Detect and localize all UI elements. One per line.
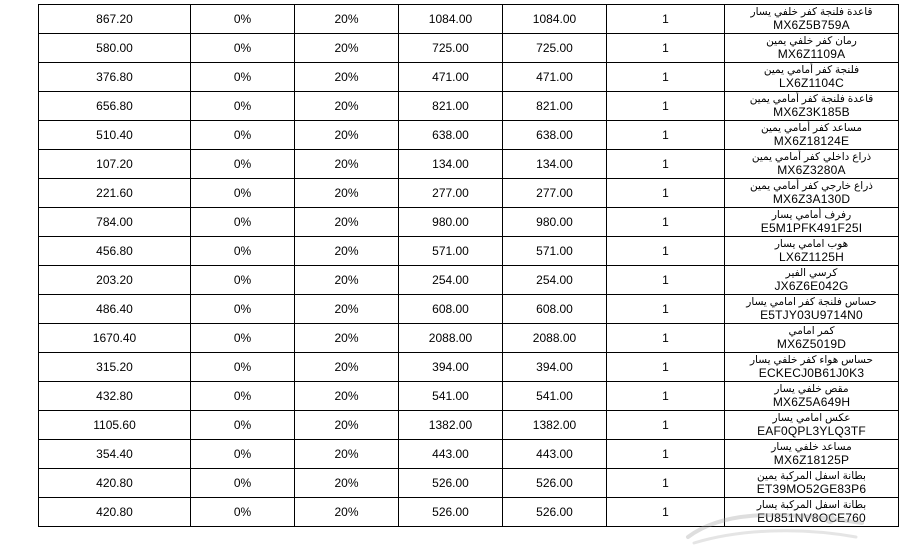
vat-rate-cell: 20% [295, 440, 399, 469]
vat-rate-cell: 20% [295, 237, 399, 266]
line-total-cell: 354.40 [39, 440, 191, 469]
part-description-cell [725, 150, 899, 179]
part-description-cell [725, 295, 899, 324]
line-total-cell: 221.60 [39, 179, 191, 208]
discount-cell: 0% [191, 63, 295, 92]
unit-price-cell: 821.00 [399, 92, 503, 121]
quantity-cell: 1 [607, 295, 725, 324]
price-cell: 526.00 [503, 498, 607, 527]
discount-cell: 0% [191, 324, 295, 353]
discount-cell: 0% [191, 498, 295, 527]
part-name-arabic: رمان كفر خلفي يمين [766, 35, 857, 47]
vat-rate-cell: 20% [295, 179, 399, 208]
part-name-arabic: حساس هواء كفر خلفي يسار [749, 354, 874, 366]
part-description-cell [725, 121, 899, 150]
vat-rate-cell: 20% [295, 498, 399, 527]
part-number: MX6Z3K185B [773, 105, 850, 119]
price-cell: 1084.00 [503, 5, 607, 34]
parts-table [38, 4, 899, 527]
quantity-cell: 1 [607, 469, 725, 498]
price-cell: 980.00 [503, 208, 607, 237]
quantity-cell: 1 [607, 498, 725, 527]
discount-cell: 0% [191, 150, 295, 179]
table-row [39, 324, 899, 353]
quantity-cell: 1 [607, 353, 725, 382]
line-total-cell: 656.80 [39, 92, 191, 121]
price-cell: 571.00 [503, 237, 607, 266]
quantity-cell: 1 [607, 34, 725, 63]
part-number: ECKECJ0B61J0K3 [758, 366, 865, 380]
quantity-cell: 1 [607, 237, 725, 266]
line-total-cell: 420.80 [39, 469, 191, 498]
part-description-cell [725, 411, 899, 440]
line-total-cell: 420.80 [39, 498, 191, 527]
discount-cell: 0% [191, 411, 295, 440]
parts-table-body [39, 5, 899, 527]
quantity-cell: 1 [607, 440, 725, 469]
unit-price-cell: 471.00 [399, 63, 503, 92]
line-total-cell: 315.20 [39, 353, 191, 382]
line-total-cell: 867.20 [39, 5, 191, 34]
discount-cell: 0% [191, 237, 295, 266]
line-total-cell: 107.20 [39, 150, 191, 179]
quantity-cell: 1 [607, 150, 725, 179]
table-row [39, 179, 899, 208]
table-row [39, 5, 899, 34]
table-row [39, 121, 899, 150]
quantity-cell: 1 [607, 179, 725, 208]
line-total-cell: 580.00 [39, 34, 191, 63]
discount-cell: 0% [191, 266, 295, 295]
price-cell: 638.00 [503, 121, 607, 150]
price-cell: 254.00 [503, 266, 607, 295]
price-cell: 443.00 [503, 440, 607, 469]
part-number: MX6Z18124E [773, 134, 850, 148]
part-description-cell [725, 266, 899, 295]
part-name-arabic: عكس امامي يسار [772, 412, 851, 424]
table-row [39, 34, 899, 63]
unit-price-cell: 638.00 [399, 121, 503, 150]
part-name-arabic: حساس فلنجة كفر امامي يسار [746, 296, 877, 308]
part-description-cell [725, 63, 899, 92]
quantity-cell: 1 [607, 411, 725, 440]
price-cell: 1382.00 [503, 411, 607, 440]
price-cell: 526.00 [503, 469, 607, 498]
quantity-cell: 1 [607, 92, 725, 121]
price-cell: 608.00 [503, 295, 607, 324]
part-number: MX6Z5A649H [772, 395, 851, 409]
part-description-cell [725, 498, 899, 527]
discount-cell: 0% [191, 440, 295, 469]
part-description-cell [725, 237, 899, 266]
table-row [39, 92, 899, 121]
vat-rate-cell: 20% [295, 34, 399, 63]
line-total-cell: 203.20 [39, 266, 191, 295]
part-description-cell [725, 440, 899, 469]
discount-cell: 0% [191, 34, 295, 63]
unit-price-cell: 608.00 [399, 295, 503, 324]
unit-price-cell: 1382.00 [399, 411, 503, 440]
part-number: MX6Z3A130D [772, 192, 851, 206]
part-name-arabic: رفرف أمامي يسار [771, 209, 852, 221]
discount-cell: 0% [191, 92, 295, 121]
price-cell: 821.00 [503, 92, 607, 121]
discount-cell: 0% [191, 5, 295, 34]
part-name-arabic: مساعد كفر أمامي يمين [760, 122, 863, 134]
quantity-cell: 1 [607, 208, 725, 237]
part-number: MX6Z3280A [777, 163, 846, 177]
table-row [39, 440, 899, 469]
quantity-cell: 1 [607, 5, 725, 34]
vat-rate-cell: 20% [295, 92, 399, 121]
part-name-arabic: ذراع خارجي كفر أمامي يمين [750, 180, 873, 192]
table-row [39, 208, 899, 237]
part-description-cell [725, 353, 899, 382]
table-row [39, 353, 899, 382]
part-name-arabic: كمر امامي [788, 325, 835, 337]
price-cell: 394.00 [503, 353, 607, 382]
price-cell: 2088.00 [503, 324, 607, 353]
price-cell: 134.00 [503, 150, 607, 179]
table-row [39, 150, 899, 179]
discount-cell: 0% [191, 121, 295, 150]
table-row [39, 382, 899, 411]
part-number: MX6Z18125P [773, 453, 850, 467]
part-number: JX6Z6E042G [774, 279, 849, 293]
quantity-cell: 1 [607, 266, 725, 295]
part-description-cell [725, 382, 899, 411]
vat-rate-cell: 20% [295, 411, 399, 440]
table-row [39, 237, 899, 266]
vat-rate-cell: 20% [295, 5, 399, 34]
discount-cell: 0% [191, 208, 295, 237]
vat-rate-cell: 20% [295, 121, 399, 150]
price-cell: 471.00 [503, 63, 607, 92]
part-name-arabic: قاعدة فلنجة كفر أمامي يمين [749, 93, 874, 105]
part-number: EU851NV8OCE760 [757, 511, 866, 525]
part-description-cell [725, 92, 899, 121]
discount-cell: 0% [191, 179, 295, 208]
quantity-cell: 1 [607, 63, 725, 92]
vat-rate-cell: 20% [295, 208, 399, 237]
part-name-arabic: كرسي الفير [785, 267, 838, 279]
unit-price-cell: 394.00 [399, 353, 503, 382]
vat-rate-cell: 20% [295, 295, 399, 324]
part-number: E5M1PFK491F25I [760, 221, 863, 235]
vat-rate-cell: 20% [295, 266, 399, 295]
part-number: ET39MO52GE83P6 [756, 482, 867, 496]
vat-rate-cell: 20% [295, 382, 399, 411]
part-number: LX6Z1125H [779, 250, 844, 264]
discount-cell: 0% [191, 295, 295, 324]
table-row [39, 295, 899, 324]
vat-rate-cell: 20% [295, 63, 399, 92]
line-total-cell: 432.80 [39, 382, 191, 411]
line-total-cell: 376.80 [39, 63, 191, 92]
table-row [39, 498, 899, 527]
part-name-arabic: مساعد خلفي يسار [771, 441, 852, 453]
line-total-cell: 456.80 [39, 237, 191, 266]
part-name-arabic: بطانة اسفل المركبة يسار [756, 499, 867, 511]
line-total-cell: 1670.40 [39, 324, 191, 353]
unit-price-cell: 526.00 [399, 469, 503, 498]
vat-rate-cell: 20% [295, 150, 399, 179]
unit-price-cell: 277.00 [399, 179, 503, 208]
part-number: E5TJY03U9714N0 [760, 308, 863, 322]
part-number: LX6Z1104C [779, 76, 844, 90]
line-total-cell: 510.40 [39, 121, 191, 150]
discount-cell: 0% [191, 469, 295, 498]
unit-price-cell: 2088.00 [399, 324, 503, 353]
table-row [39, 63, 899, 92]
quantity-cell: 1 [607, 121, 725, 150]
unit-price-cell: 443.00 [399, 440, 503, 469]
part-description-cell [725, 469, 899, 498]
part-name-arabic: قاعدة فلنجة كفر خلفي يسار [750, 6, 873, 18]
discount-cell: 0% [191, 353, 295, 382]
line-total-cell: 784.00 [39, 208, 191, 237]
part-number: MX6Z5019D [776, 337, 847, 351]
line-total-cell: 1105.60 [39, 411, 191, 440]
part-description-cell [725, 34, 899, 63]
unit-price-cell: 541.00 [399, 382, 503, 411]
unit-price-cell: 134.00 [399, 150, 503, 179]
table-row [39, 411, 899, 440]
unit-price-cell: 526.00 [399, 498, 503, 527]
quantity-cell: 1 [607, 382, 725, 411]
part-name-arabic: فلنجة كفر أمامي يمين [763, 64, 860, 76]
part-name-arabic: هوب امامي يسار [774, 238, 849, 250]
vat-rate-cell: 20% [295, 469, 399, 498]
part-name-arabic: مقص خلفي يسار [774, 383, 849, 395]
quantity-cell: 1 [607, 324, 725, 353]
part-description-cell [725, 324, 899, 353]
price-cell: 541.00 [503, 382, 607, 411]
table-row [39, 266, 899, 295]
part-number: EAF0QPL3YLQ3TF [757, 424, 866, 438]
part-name-arabic: ذراع داخلي كفر أمامي يمين [751, 151, 872, 163]
unit-price-cell: 1084.00 [399, 5, 503, 34]
unit-price-cell: 980.00 [399, 208, 503, 237]
unit-price-cell: 725.00 [399, 34, 503, 63]
unit-price-cell: 571.00 [399, 237, 503, 266]
vat-rate-cell: 20% [295, 353, 399, 382]
price-cell: 277.00 [503, 179, 607, 208]
vat-rate-cell: 20% [295, 324, 399, 353]
price-cell: 725.00 [503, 34, 607, 63]
part-number: MX6Z5B759A [773, 18, 850, 32]
part-description-cell [725, 5, 899, 34]
discount-cell: 0% [191, 382, 295, 411]
part-number: MX6Z1109A [777, 47, 846, 61]
line-total-cell: 486.40 [39, 295, 191, 324]
part-name-arabic: بطانة اسفل المركبة يمين [757, 470, 866, 482]
part-description-cell [725, 208, 899, 237]
part-description-cell [725, 179, 899, 208]
table-row [39, 469, 899, 498]
unit-price-cell: 254.00 [399, 266, 503, 295]
